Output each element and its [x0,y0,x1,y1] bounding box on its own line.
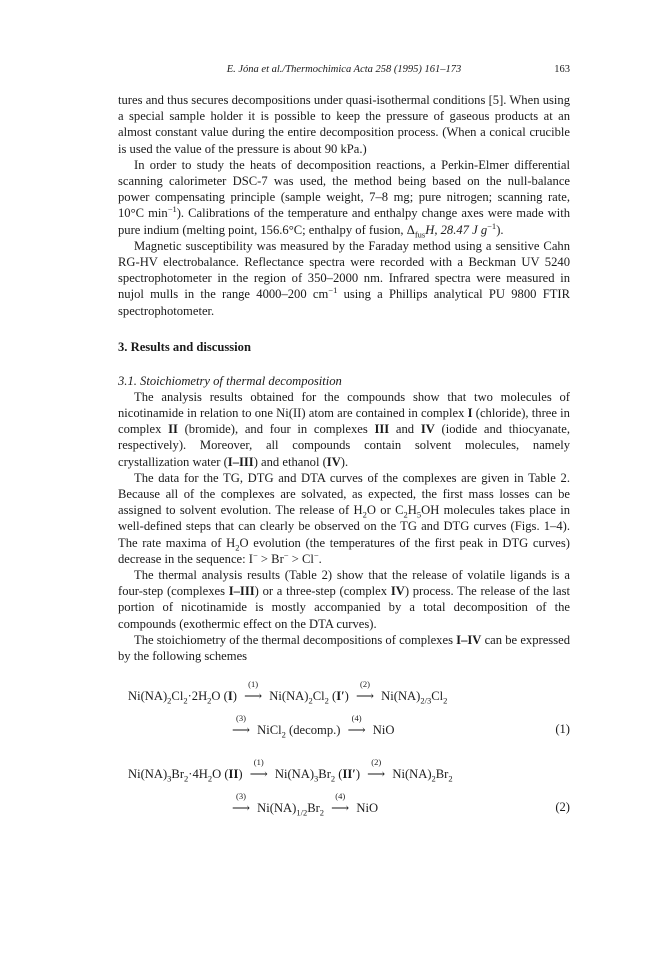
arrow-step-label: (2) [371,757,382,768]
formula-part: ( [335,767,343,782]
compound-label: II [168,422,178,437]
equation-number: (1) [555,722,570,737]
subscript: 2 [235,542,240,553]
formula-part: Br [171,767,185,782]
text-run: > Br [257,551,284,566]
paragraph-7 [118,632,570,664]
subscript: fus [414,229,426,240]
text-run: ) or a three-step (complex [254,584,391,599]
text-run: O evolution (the temperatures of the first peak in DTG curves) decrease in the sequence: I [118,535,570,566]
reaction-arrow: (2) ⟶ [367,757,386,782]
compound-label: I′ [336,689,345,704]
scheme-1-row-2 [228,713,395,740]
subscript: 2 [184,773,189,784]
compound-label: IV [420,422,435,437]
superscript: −1 [167,204,177,215]
arrow-step-label: (3) [236,713,246,724]
formula-part: Cl [312,689,325,704]
text-run: ). Calibrations of the temperature and enthalpy change axes were made with pure indium (melting point, 156.6°C; enthalpy of fusion, Δ [118,206,570,237]
subscript: 2 [330,773,336,784]
formula-part: Ni(NA) [128,767,168,782]
text-run: H, 28.47 J g [425,222,488,237]
formula-part: Ni(NA) [269,689,309,704]
formula-part: (decomp.) [285,723,341,738]
scheme-2-line-1 [118,758,570,788]
reaction-arrow: (1) ⟶ [244,679,263,704]
text-run: (bromide), and four in complexes [177,422,375,437]
subscript: 2 [319,807,325,818]
paragraph-1-text: tures and thus secures decompositions under quasi-isothermal conditions [5]. When using a special sample holder it is possible to keep the pressure of gaseous products at an almost constant value during the entire decomposition process. (When a conical crucible is used the value of the pressure is about 90 kPa.) [118,93,570,156]
formula-part: ) [232,689,237,704]
text-run: . [318,551,322,566]
formula-part: O ( [211,689,228,704]
journal-page [118,64,570,822]
formula-part: ·4H [188,767,208,782]
compound-label: I–III [228,584,255,599]
formula-part: ·2H [187,689,208,704]
compound-label: I [227,689,233,704]
running-title: E. Jóna et al./Thermochimica Acta 258 (1995) 161–173 [226,64,462,75]
subscript: 2 [308,695,313,706]
text-run: (iodide and thiocyanate, respectively). Moreover, all compounds contain solvent molecules, namely crystallization water ( [118,422,570,469]
subscript: 2 [324,695,329,706]
paragraph-6 [118,567,570,632]
subscript: 2 [167,695,172,706]
scheme-2-row-2 [228,791,379,818]
formula-part: Ni(NA) [381,689,421,704]
subscript: 2 [431,773,436,784]
section-heading: 3. Results and discussion [118,339,251,354]
compound-label: II′ [342,767,356,782]
subscript: 3 [167,773,172,784]
text-run: > Cl [288,551,314,566]
reaction-arrow: (3) ⟶ [231,791,251,816]
scheme-1-line-1 [118,680,570,710]
compound-label: III [374,422,390,437]
running-header [118,64,570,80]
formula-part: ) [238,767,243,782]
subscript: 2 [362,509,367,520]
scheme-2-row-1 [128,757,453,784]
superscript: −1 [328,285,338,296]
reaction-arrow: (2) ⟶ [355,679,375,704]
arrow-step-label: (4) [351,713,362,724]
paragraph-3 [118,238,570,319]
text-run: OH molecules takes place in well-defined steps that can clearly be observed on the TG and DTG curves (Figs. 1–4). The rate maxima of H [118,503,570,550]
text-run: (chloride), three in complex [118,406,570,437]
text-run: The data for the TG, DTG and DTA curves of the complexes are given in Table 2. Because all of the complexes are solvated, as expected, the first mass losses can be assigned to solvent evolution. The release of H [118,470,570,518]
text-run: In order to study the heats of decomposition reactions, a Perkin-Elmer differential scanning calorimeter DSC-7 was used, the method being based on the null-balance power compensating principle (sample weight, 7–8 mg; pure nitrogen; scanning rate, 10°C min [118,157,570,221]
paragraph-5 [118,470,570,567]
subscript: 5 [416,509,422,520]
formula-part: Cl [431,689,444,704]
formula-part: NiO [372,723,395,738]
text-run: The analysis results obtained for the compounds show that two molecules of nicotinamide in relation to one Ni(II) atom are contained in complex [118,389,570,421]
formula-part: Br [307,801,320,816]
page-number: 163 [554,64,570,75]
reaction-arrow: (4) ⟶ [347,713,366,738]
text-run: ) and ethanol ( [253,454,327,469]
text-run: Magnetic susceptibility was measured by the Faraday method using a sensitive Cahn RG-HV electrobalance. Reflectance spectra were recorded with a Beckman UV 5240 spectrophotometer in the region of 350–2000 nm. Infrared spectra were measured in nujol mulls in the range 4000–200 cm [118,238,570,302]
formula-part: ) [355,767,361,782]
scheme-1-line-2 [118,714,570,744]
equation-number: (2) [555,800,570,815]
formula-part: NiCl [257,723,282,738]
subscript: 2 [443,695,448,706]
reaction-arrow: (4) ⟶ [331,791,350,816]
subscript: 1/2 [296,807,308,818]
arrow-step-label: (2) [360,679,370,690]
formula-part: Cl [171,689,184,704]
superscript: − [252,549,258,560]
subsection-heading: 3.1. Stoichiometry of thermal decomposition [118,373,342,388]
subscript: 2 [403,509,408,520]
text-run: can be expressed by the following schemes [118,632,570,664]
compound-label: I–IV [456,632,482,647]
subscript: 2 [207,773,213,784]
scheme-2-line-2 [118,792,570,822]
compound-label: IV [326,454,341,469]
compound-label: I–III [227,454,254,469]
formula-part: Ni(NA) [392,767,432,782]
arrow-step-label: (1) [248,679,259,690]
body-text [118,92,570,664]
compound-label: II [228,767,239,782]
formula-part: Ni(NA) [257,801,297,816]
reaction-arrow: (1) ⟶ [249,757,268,782]
superscript: − [283,549,289,560]
subscript: 2 [281,729,286,740]
text-run: The thermal analysis results (Table 2) show that the release of volatile ligands is a four-step (complexes [118,568,570,599]
formula-part: Ni(NA) [274,767,315,782]
paragraph-4 [118,389,570,470]
text-run: ). [496,222,504,237]
text-run: ) process. The release of the last portion of nicotinamide is mostly accompanied by a total decomposition of the compounds (exothermic effect on the DTA curves). [118,584,571,631]
subscript: 2 [207,695,212,706]
superscript: − [313,549,319,560]
scheme-1-row-1 [128,679,448,706]
text-run: using a Phillips analytical PU 9800 FTIR spectrophotometer. [118,287,570,318]
formula-part: ( [328,689,337,704]
formula-part: Br [318,767,331,782]
subscript: 2/3 [420,695,432,706]
subscript: 3 [314,773,319,784]
text-run: H [407,503,417,518]
text-run: The stoichiometry of the thermal decompositions of complexes [134,632,457,647]
arrow-step-label: (1) [253,757,264,768]
subscript: 2 [183,695,188,706]
text-run: and [389,422,421,437]
subscript: 2 [448,773,453,784]
arrow-step-label: (3) [236,791,246,802]
formula-part: NiO [356,801,379,816]
text-run: ). [340,454,349,469]
formula-part: Br [435,767,449,782]
reaction-arrow: (3) ⟶ [231,713,251,738]
formula-part: O ( [212,767,229,782]
paragraph-1 [118,92,570,157]
formula-part: Ni(NA) [128,689,168,704]
arrow-step-label: (4) [335,791,346,802]
superscript: −1 [487,220,497,231]
text-run: O or C [366,503,404,518]
formula-part: ) [344,689,349,704]
compound-label: IV [390,584,405,599]
paragraph-2 [118,157,570,238]
compound-label: I [467,406,473,421]
